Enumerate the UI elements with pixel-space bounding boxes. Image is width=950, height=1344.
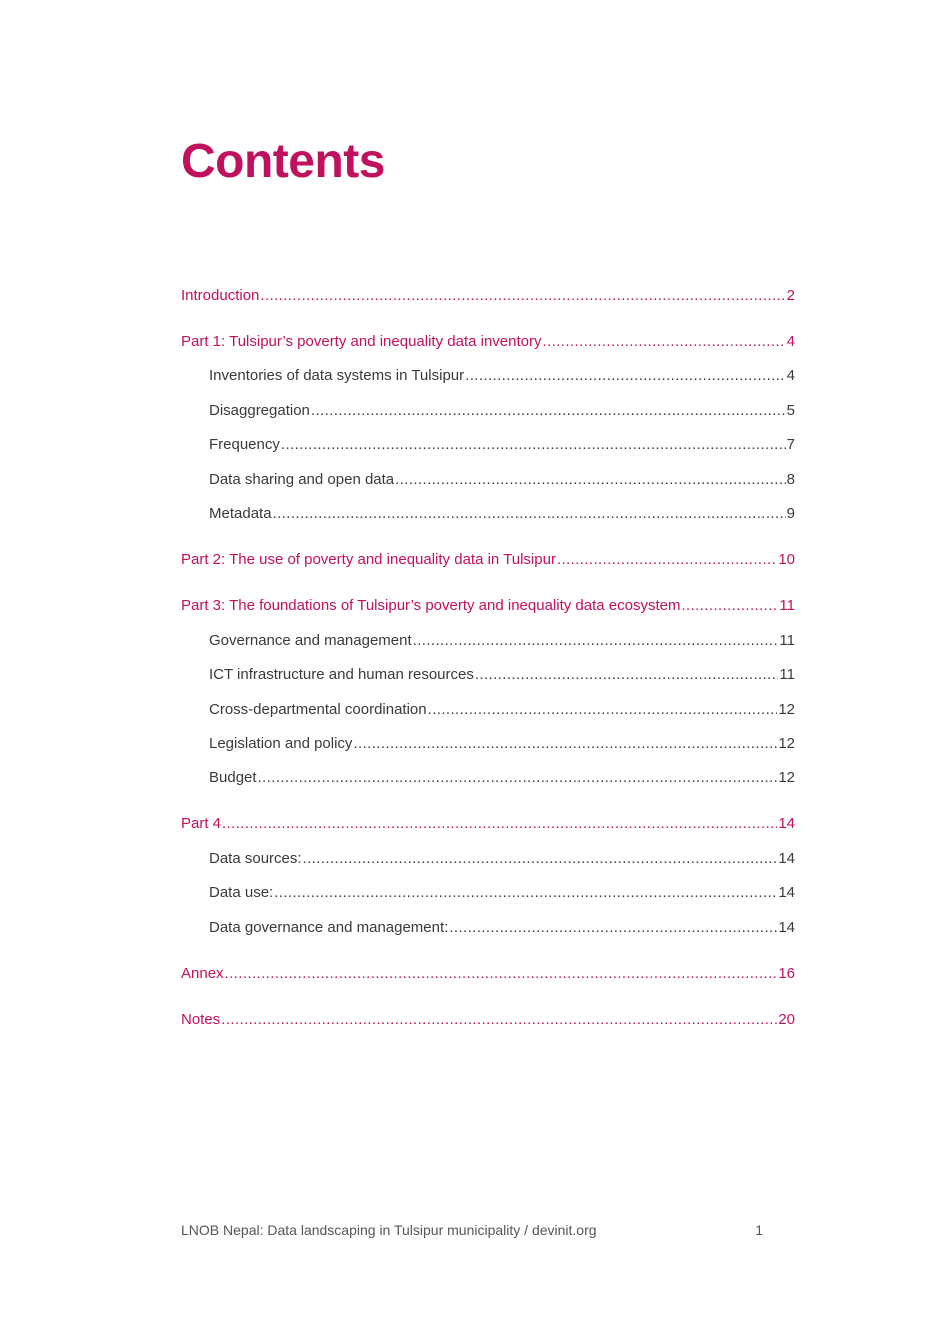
toc-section-link[interactable] [181,594,795,618]
toc-leader-dots [465,364,786,388]
toc-leader-dots [542,330,785,354]
toc-entry-label: Frequency [209,436,280,453]
toc-leader-dots [260,284,785,308]
toc-section-link[interactable] [181,962,795,986]
toc-leader-dots [303,847,778,871]
toc-subsection-link[interactable] [181,732,795,756]
toc-leader-dots [475,663,779,687]
toc-subsection-link[interactable] [181,663,795,687]
toc-subsection-link[interactable] [181,468,795,492]
toc-leader-dots [281,433,786,457]
toc-entry-page-number: 10 [778,551,795,568]
toc-subsection-link[interactable] [181,629,795,653]
toc-entry-label: Metadata [209,505,272,522]
toc-entry-page-number: 14 [778,815,795,832]
toc-entry-label: Notes [181,1011,221,1028]
toc-entry-label: Cross-departmental coordination [209,701,427,718]
toc-entry-page-number: 12 [778,735,795,752]
toc-entry-page-number: 7 [786,436,795,453]
toc-entry-label: Budget [209,769,257,786]
toc-entry-page-number: 14 [778,850,795,867]
toc-section-link[interactable] [181,284,795,308]
toc-subsection-link[interactable] [181,399,795,423]
toc-entry-page-number: 11 [779,632,795,649]
toc-leader-dots [395,468,786,492]
toc-leader-dots [225,962,778,986]
toc-entry-page-number: 8 [786,471,795,488]
toc-leader-dots [222,812,777,836]
toc-subsection-link[interactable] [181,766,795,790]
toc-leader-dots [273,502,786,526]
toc-subsection-link[interactable] [181,881,795,905]
footer-text: LNOB Nepal: Data landscaping in Tulsipur municipality / devinit.org [181,1222,597,1238]
toc-leader-dots [413,629,779,653]
toc-entry-page-number: 5 [786,402,795,419]
toc-entry-page-number: 20 [778,1011,795,1028]
toc-subsection-link[interactable] [181,364,795,388]
toc-subsection-link[interactable] [181,433,795,457]
toc-section-link[interactable] [181,548,795,572]
toc-leader-dots [353,732,777,756]
toc-entry-label: Part 1: Tulsipur’s poverty and inequality data inventory [181,333,542,350]
toc-entry-page-number: 14 [778,919,795,936]
toc-leader-dots [221,1008,777,1032]
toc-leader-dots [557,548,777,572]
toc-entry-page-number: 2 [786,287,795,304]
toc-leader-dots [681,594,778,618]
toc-leader-dots [449,916,777,940]
toc-entry-label: Legislation and policy [209,735,353,752]
toc-subsection-link[interactable] [181,698,795,722]
toc-entry-page-number: 4 [786,333,795,350]
toc-entry-page-number: 12 [778,769,795,786]
toc-entry-page-number: 16 [778,965,795,982]
toc-entry-page-number: 12 [778,701,795,718]
toc-subsection-link[interactable] [181,502,795,526]
toc-section-link[interactable] [181,812,795,836]
page-footer [181,1222,763,1238]
toc-entry-page-number: 11 [779,597,795,614]
toc-entry-label: Governance and management [209,632,412,649]
toc-entry-label: Data use: [209,884,274,901]
toc-entry-label: Data sources: [209,850,302,867]
toc-entry-page-number: 11 [779,666,795,683]
toc-leader-dots [258,766,778,790]
page-title: Contents [181,135,385,188]
toc-entry-label: Annex [181,965,224,982]
toc-entry-label: ICT infrastructure and human resources [209,666,474,683]
toc-subsection-link[interactable] [181,847,795,871]
toc-entry-page-number: 4 [786,367,795,384]
toc-entry-label: Inventories of data systems in Tulsipur [209,367,465,384]
toc-entry-label: Data governance and management: [209,919,449,936]
toc-leader-dots [274,881,777,905]
toc-entry-label: Part 4 [181,815,222,832]
toc-leader-dots [311,399,786,423]
toc-entry-label: Part 2: The use of poverty and inequality data in Tulsipur [181,551,556,568]
footer-page-number: 1 [755,1222,763,1238]
toc-entry-label: Disaggregation [209,402,310,419]
toc-leader-dots [428,698,778,722]
toc-entry-page-number: 9 [786,505,795,522]
toc-subsection-link[interactable] [181,916,795,940]
toc-entry-page-number: 14 [778,884,795,901]
toc-section-link[interactable] [181,330,795,354]
toc-entry-label: Part 3: The foundations of Tulsipur’s poverty and inequality data ecosystem [181,597,681,614]
toc-section-link[interactable] [181,1008,795,1032]
toc-entry-label: Data sharing and open data [209,471,395,488]
toc-entry-label: Introduction [181,287,260,304]
